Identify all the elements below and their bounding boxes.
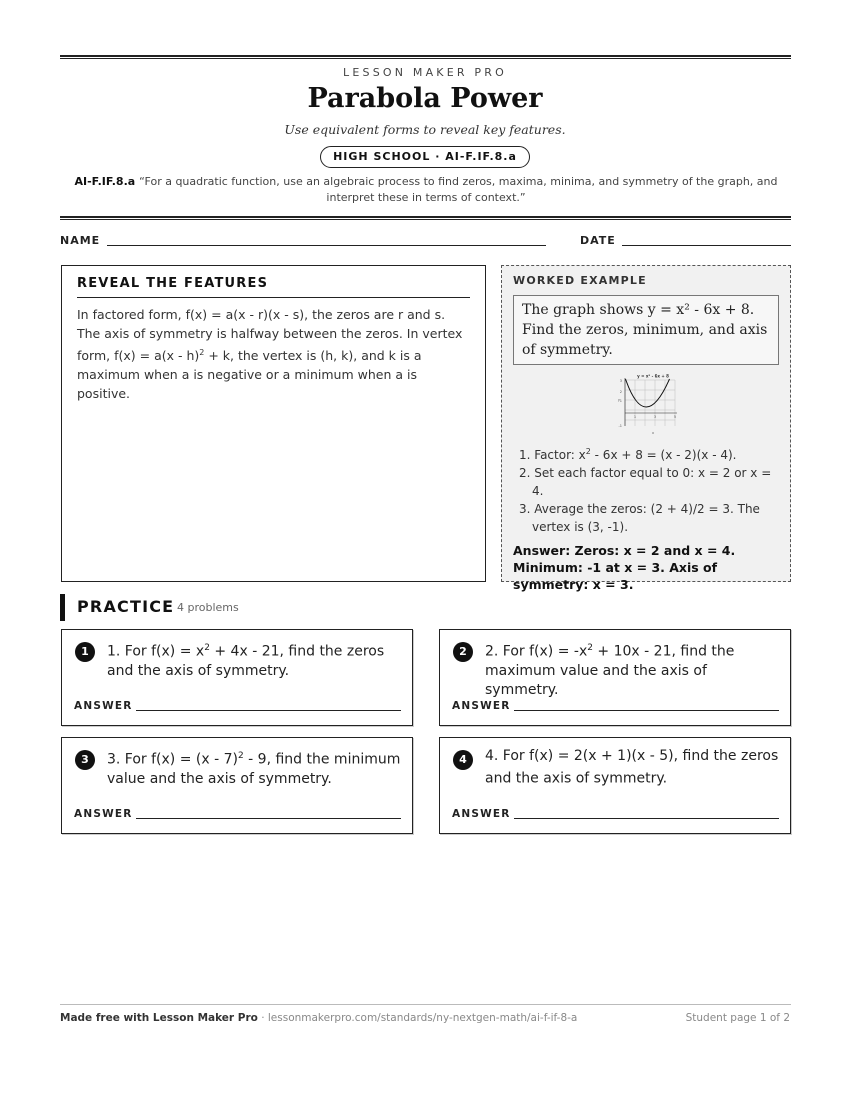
name-label: NAME xyxy=(60,234,101,247)
problem-card-1 xyxy=(61,629,413,726)
problem-number-badge: 3 xyxy=(75,750,95,770)
problem-text: 2. For $f(x) = -x^2 + 10x - 21$, find the maximum value and the axis of symmetry. xyxy=(485,643,735,698)
header-bottom-rule xyxy=(60,216,791,220)
graph-grid xyxy=(625,380,675,426)
top-rule xyxy=(60,55,791,59)
footer-credit xyxy=(60,1012,577,1024)
problem-card-3 xyxy=(61,737,413,834)
footer-page-number: Student page 1 of 2 xyxy=(685,1012,790,1024)
standard-code: AI-F.IF.8.a xyxy=(74,175,136,188)
standard-description xyxy=(62,174,790,206)
name-field[interactable] xyxy=(107,245,546,246)
page-subtitle: Use equivalent forms to reveal key features. xyxy=(284,122,566,137)
graph-ytick-3: 3 xyxy=(619,379,622,383)
practice-heading: PRACTICE xyxy=(77,597,175,616)
worked-example-panel xyxy=(501,265,791,592)
graph-ytick-2: 2 xyxy=(619,390,622,394)
step-1: 1. Factor: $x^2 - 6x + 8 = (x - 2)(x - 4)$. xyxy=(519,447,737,462)
answer-label: ANSWER xyxy=(452,808,511,820)
page-title: Parabola Power xyxy=(307,83,543,114)
graph-xtick-5: 5 xyxy=(673,415,677,419)
problem-number-badge: 2 xyxy=(453,642,473,662)
graph-ytick-neg1: -1 xyxy=(618,424,622,428)
answer-field[interactable] xyxy=(514,710,779,711)
problem-card-4 xyxy=(439,737,791,834)
brand-name: LESSON MAKER PRO xyxy=(343,66,507,79)
problem-text: 4. For f(x) = 2(x + 1)(x - 5), find the zeros and the axis of symmetry. xyxy=(485,748,779,787)
answer-label: ANSWER xyxy=(74,808,133,820)
answer-label: ANSWER xyxy=(452,700,511,712)
footer-made-by: Made free with Lesson Maker Pro xyxy=(60,1012,258,1024)
date-label: DATE xyxy=(580,234,616,247)
reveal-body: In factored form, f(x) = a(x - r)(x - s), the zeros are r and s. The axis of symmetry is halfway between the zeros. In vertex form, f(x) = a(x - h)$^2$ + k, the vertex is (h, k), and k is a maximum when a is negative or a minimum when a is positive. xyxy=(77,307,463,402)
problem-number-badge: 1 xyxy=(75,642,95,662)
footer-url[interactable]: · lessonmakerpro.com/standards/ny-nextgen-math/ai-f-if-8-a xyxy=(257,1012,578,1024)
practice-count: 4 problems xyxy=(177,601,239,614)
answer-field[interactable] xyxy=(136,710,401,711)
step-3: 3. Average the zeros: (2 + 4)/2 = 3. The vertex is (3, -1). xyxy=(519,502,760,534)
standard-text: “For a quadratic function, use an algebraic process to find zeros, maxima, minima, and symmetry of the graph, and interpret these in terms of context.” xyxy=(139,175,778,204)
reveal-heading: REVEAL THE FEATURES xyxy=(77,276,470,298)
grade-standard-badge: HIGH SCHOOL · AI-F.IF.8.a xyxy=(320,146,530,168)
step-2: 2. Set each factor equal to 0: x = 2 or x = 4. xyxy=(519,466,772,498)
parabola-graph xyxy=(611,373,681,437)
problem-card-2 xyxy=(439,629,791,726)
graph-ytick-1: 1 xyxy=(619,399,622,403)
graph-xtick-3: 3 xyxy=(653,415,657,419)
problem-number-badge: 4 xyxy=(453,750,473,770)
answer-field[interactable] xyxy=(514,818,779,819)
practice-accent-bar xyxy=(60,594,65,621)
graph-ylabel: y xyxy=(617,398,620,402)
footer-rule xyxy=(60,1004,791,1005)
graph-title: y = x² - 6x + 8 xyxy=(637,373,669,379)
answer-field[interactable] xyxy=(136,818,401,819)
parabola-curve xyxy=(626,379,670,407)
reveal-features-panel xyxy=(61,265,486,582)
answer-label: ANSWER xyxy=(74,700,133,712)
graph-xtick-1: 1 xyxy=(633,415,637,419)
graph-xlabel: x xyxy=(651,431,655,435)
problem-text: 3. For f(x) = (x - 7)$^2$ - 9, find the minimum value and the axis of symmetry. xyxy=(107,751,401,787)
worked-example-heading: WORKED EXAMPLE xyxy=(513,274,647,287)
date-field[interactable] xyxy=(622,245,791,246)
worked-steps xyxy=(513,443,779,536)
worked-answer: Answer: Zeros: x = 2 and x = 4. Minimum: -1 at x = 3. Axis of symmetry: x = 3. xyxy=(513,543,736,592)
worked-example-prompt: The graph shows y = x² - 6x + 8. Find the zeros, minimum, and axis of symmetry. xyxy=(513,295,779,365)
problem-text: 1. For $f(x) = x^2 + 4x - 21$, find the zeros and the axis of symmetry. xyxy=(107,643,385,679)
